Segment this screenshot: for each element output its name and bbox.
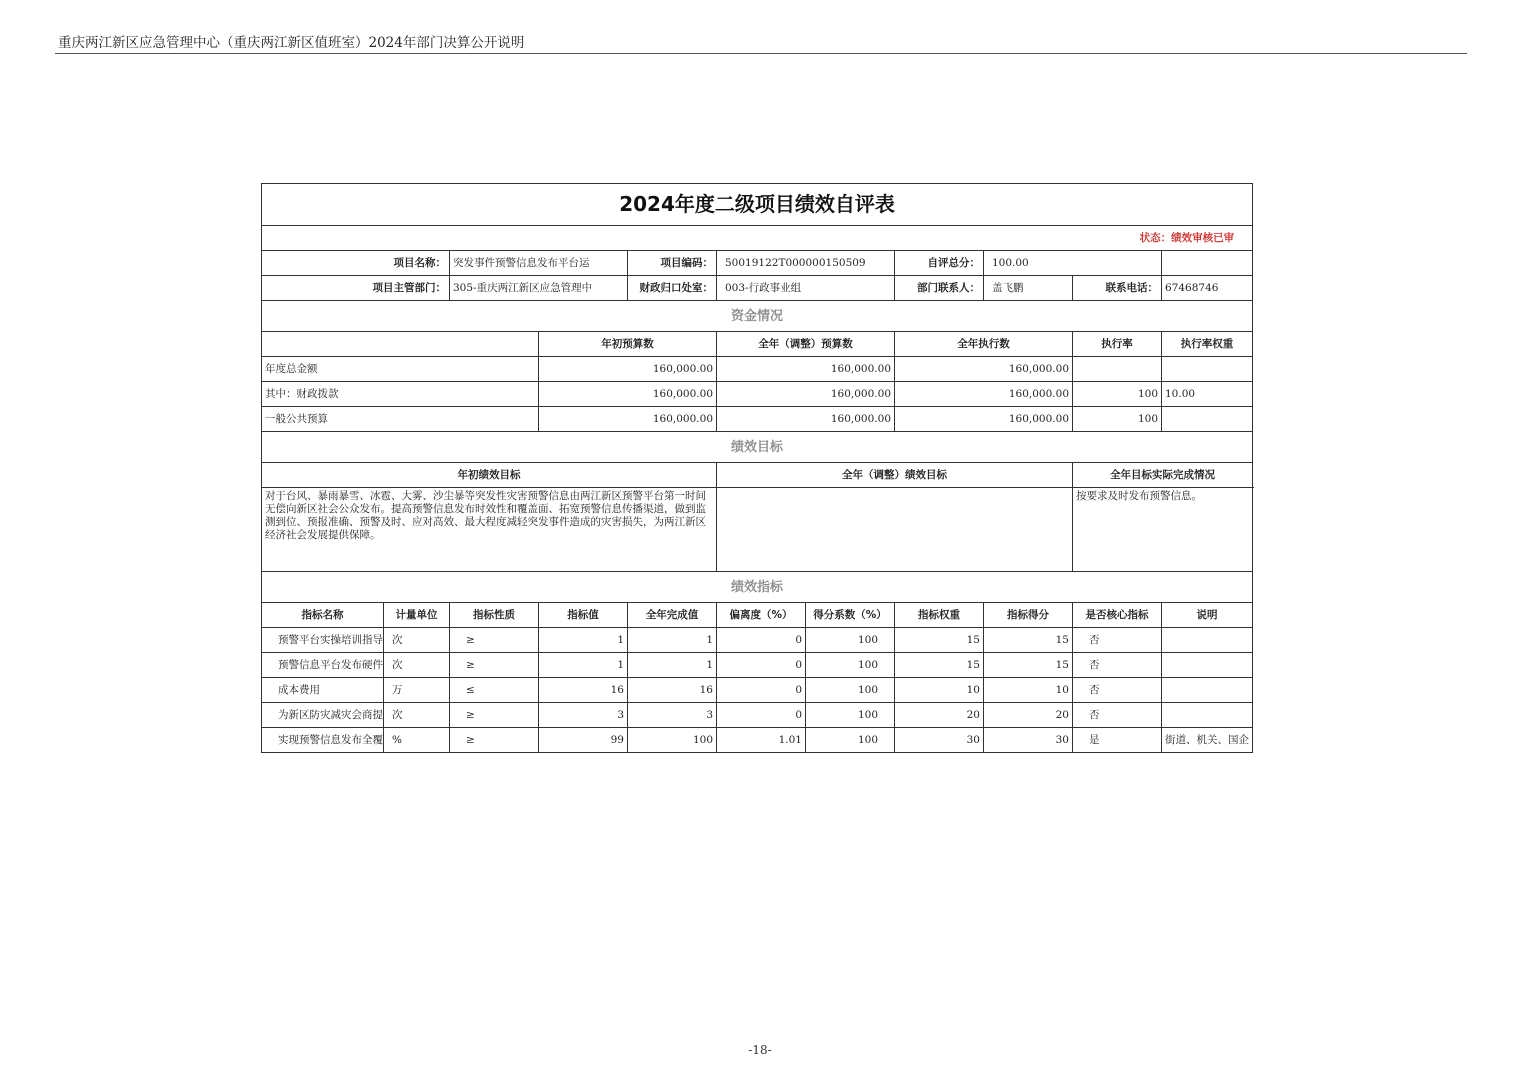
actual-completion-text: 按要求及时发布预警信息。 (1073, 488, 1253, 572)
indicator-core: 是 (1073, 728, 1162, 753)
total-score: 100.00 (984, 251, 1162, 276)
indicator-deviation: 1.01 (717, 728, 806, 753)
initial-goal-text: 对于台风、暴雨暴雪、冰雹、大雾、沙尘暴等突发性灾害预警信息由两江新区预警平台第一时间无偿向新区社会公众发布。提高预警信息发布时效性和覆盖面、拓宽预警信息传播渠道，做到监测到位、预报准确、预警及时、应对高效、最大程度减轻突发事件造成的灾害损失，为两江新区经济社会发展提供保障。 (262, 488, 717, 572)
indicator-coef: 100 (806, 653, 895, 678)
indicator-score: 30 (984, 728, 1073, 753)
funds-header: 执行率权重 (1162, 332, 1253, 357)
indicator-note (1162, 628, 1253, 653)
indicator-header: 指标权重 (895, 603, 984, 628)
indicator-header: 指标得分 (984, 603, 1073, 628)
indicator-name: 为新区防灾减灾会商提 (262, 703, 384, 728)
funds-row (262, 407, 1253, 432)
indicator-row (262, 703, 1253, 728)
indicator-weight: 15 (895, 628, 984, 653)
indicator-unit: % (384, 728, 450, 753)
indicator-header: 说明 (1162, 603, 1253, 628)
status-badge: 状态：绩效审核已审 (262, 226, 1253, 251)
indicator-row (262, 653, 1253, 678)
goals-header: 全年目标实际完成情况 (1073, 463, 1253, 488)
funds-executed: 160,000.00 (895, 382, 1073, 407)
indicator-core: 否 (1073, 653, 1162, 678)
funds-header: 全年执行数 (895, 332, 1073, 357)
indicator-name: 成本费用 (262, 678, 384, 703)
indicator-coef: 100 (806, 678, 895, 703)
page-number: -18- (748, 1043, 772, 1057)
indicator-done: 100 (628, 728, 717, 753)
adjusted-goal-text (717, 488, 1073, 572)
page-header: 重庆两江新区应急管理中心（重庆两江新区值班室）2024年部门决算公开说明 (58, 35, 525, 51)
indicator-coef: 100 (806, 728, 895, 753)
empty-cell (1162, 251, 1253, 276)
indicator-done: 16 (628, 678, 717, 703)
indicator-note (1162, 678, 1253, 703)
funds-initial: 160,000.00 (539, 357, 717, 382)
performance-evaluation-table (261, 183, 1253, 753)
funds-weight (1162, 407, 1253, 432)
funds-header: 年初预算数 (539, 332, 717, 357)
indicator-nature: ≤ (450, 678, 539, 703)
indicator-unit: 次 (384, 628, 450, 653)
indicator-weight: 20 (895, 703, 984, 728)
indicator-nature: ≥ (450, 728, 539, 753)
indicator-target: 1 (539, 653, 628, 678)
indicator-unit: 万 (384, 678, 450, 703)
indicator-done: 3 (628, 703, 717, 728)
funds-rate: 100 (1073, 407, 1162, 432)
funds-row (262, 357, 1253, 382)
funds-initial: 160,000.00 (539, 382, 717, 407)
funds-executed: 160,000.00 (895, 407, 1073, 432)
office-label: 财政归口处室： (628, 276, 717, 301)
indicator-coef: 100 (806, 703, 895, 728)
indicator-note: 街道、机关、国企 (1162, 728, 1253, 753)
indicator-note (1162, 703, 1253, 728)
indicator-header: 指标名称 (262, 603, 384, 628)
indicator-core: 否 (1073, 628, 1162, 653)
indicator-score: 20 (984, 703, 1073, 728)
funds-header-row (262, 332, 1253, 357)
dept-label: 项目主管部门： (262, 276, 450, 301)
indicator-deviation: 0 (717, 653, 806, 678)
funds-row-label: 年度总金额 (262, 357, 539, 382)
phone-label: 联系电话： (1073, 276, 1162, 301)
indicator-target: 99 (539, 728, 628, 753)
indicator-header: 得分系数（%） (806, 603, 895, 628)
funds-header: 全年（调整）预算数 (717, 332, 895, 357)
goals-header: 全年（调整）绩效目标 (717, 463, 1073, 488)
funds-executed: 160,000.00 (895, 357, 1073, 382)
indicator-weight: 15 (895, 653, 984, 678)
indicator-deviation: 0 (717, 678, 806, 703)
indicator-score: 15 (984, 653, 1073, 678)
phone: 67468746 (1162, 276, 1253, 301)
indicator-done: 1 (628, 653, 717, 678)
funds-adjusted: 160,000.00 (717, 382, 895, 407)
indicator-header: 全年完成值 (628, 603, 717, 628)
indicator-core: 否 (1073, 678, 1162, 703)
indicator-target: 1 (539, 628, 628, 653)
goals-content-row (262, 488, 1253, 572)
contact-label: 部门联系人： (895, 276, 984, 301)
header-rule (55, 53, 1467, 54)
indicator-deviation: 0 (717, 628, 806, 653)
indicator-row (262, 728, 1253, 753)
funds-rate (1073, 357, 1162, 382)
project-code: 50019122T000000150509 (717, 251, 895, 276)
funds-row-label: 其中：财政拨款 (262, 382, 539, 407)
indicator-header: 偏离度（%） (717, 603, 806, 628)
office: 003-行政事业组 (717, 276, 895, 301)
contact: 盖飞鹏 (984, 276, 1073, 301)
funds-weight (1162, 357, 1253, 382)
indicator-name: 预警信息平台发布硬件 (262, 653, 384, 678)
goals-header-row (262, 463, 1253, 488)
funds-row (262, 382, 1253, 407)
indicator-header: 计量单位 (384, 603, 450, 628)
indicator-done: 1 (628, 628, 717, 653)
project-code-label: 项目编码： (628, 251, 717, 276)
indicators-section-title: 绩效指标 (262, 572, 1253, 603)
indicator-target: 3 (539, 703, 628, 728)
funds-weight: 10.00 (1162, 382, 1253, 407)
indicator-nature: ≥ (450, 703, 539, 728)
goals-section-title: 绩效目标 (262, 432, 1253, 463)
indicator-header: 指标性质 (450, 603, 539, 628)
funds-row-label: 一般公共预算 (262, 407, 539, 432)
indicator-header: 是否核心指标 (1073, 603, 1162, 628)
funds-header-blank (262, 332, 539, 357)
funds-adjusted: 160,000.00 (717, 407, 895, 432)
funds-initial: 160,000.00 (539, 407, 717, 432)
info-row-2 (262, 276, 1253, 301)
indicator-row (262, 628, 1253, 653)
project-name: 突发事件预警信息发布平台运 (450, 251, 628, 276)
project-name-label: 项目名称： (262, 251, 450, 276)
indicator-coef: 100 (806, 628, 895, 653)
indicator-weight: 10 (895, 678, 984, 703)
indicator-row (262, 678, 1253, 703)
funds-header: 执行率 (1073, 332, 1162, 357)
funds-section-title: 资金情况 (262, 301, 1253, 332)
funds-rate: 100 (1073, 382, 1162, 407)
indicator-nature: ≥ (450, 653, 539, 678)
goals-header: 年初绩效目标 (262, 463, 717, 488)
info-row-1 (262, 251, 1253, 276)
dept: 305-重庆两江新区应急管理中 (450, 276, 628, 301)
funds-adjusted: 160,000.00 (717, 357, 895, 382)
score-label: 自评总分： (895, 251, 984, 276)
indicator-name: 预警平台实操培训指导 (262, 628, 384, 653)
indicator-nature: ≥ (450, 628, 539, 653)
indicator-unit: 次 (384, 703, 450, 728)
indicator-name: 实现预警信息发布全覆 (262, 728, 384, 753)
indicator-unit: 次 (384, 653, 450, 678)
indicators-header-row (262, 603, 1253, 628)
indicator-deviation: 0 (717, 703, 806, 728)
indicator-score: 15 (984, 628, 1073, 653)
indicator-target: 16 (539, 678, 628, 703)
indicator-note (1162, 653, 1253, 678)
indicator-core: 否 (1073, 703, 1162, 728)
table-title: 2024年度二级项目绩效自评表 (262, 184, 1253, 226)
indicator-header: 指标值 (539, 603, 628, 628)
indicator-score: 10 (984, 678, 1073, 703)
indicator-weight: 30 (895, 728, 984, 753)
